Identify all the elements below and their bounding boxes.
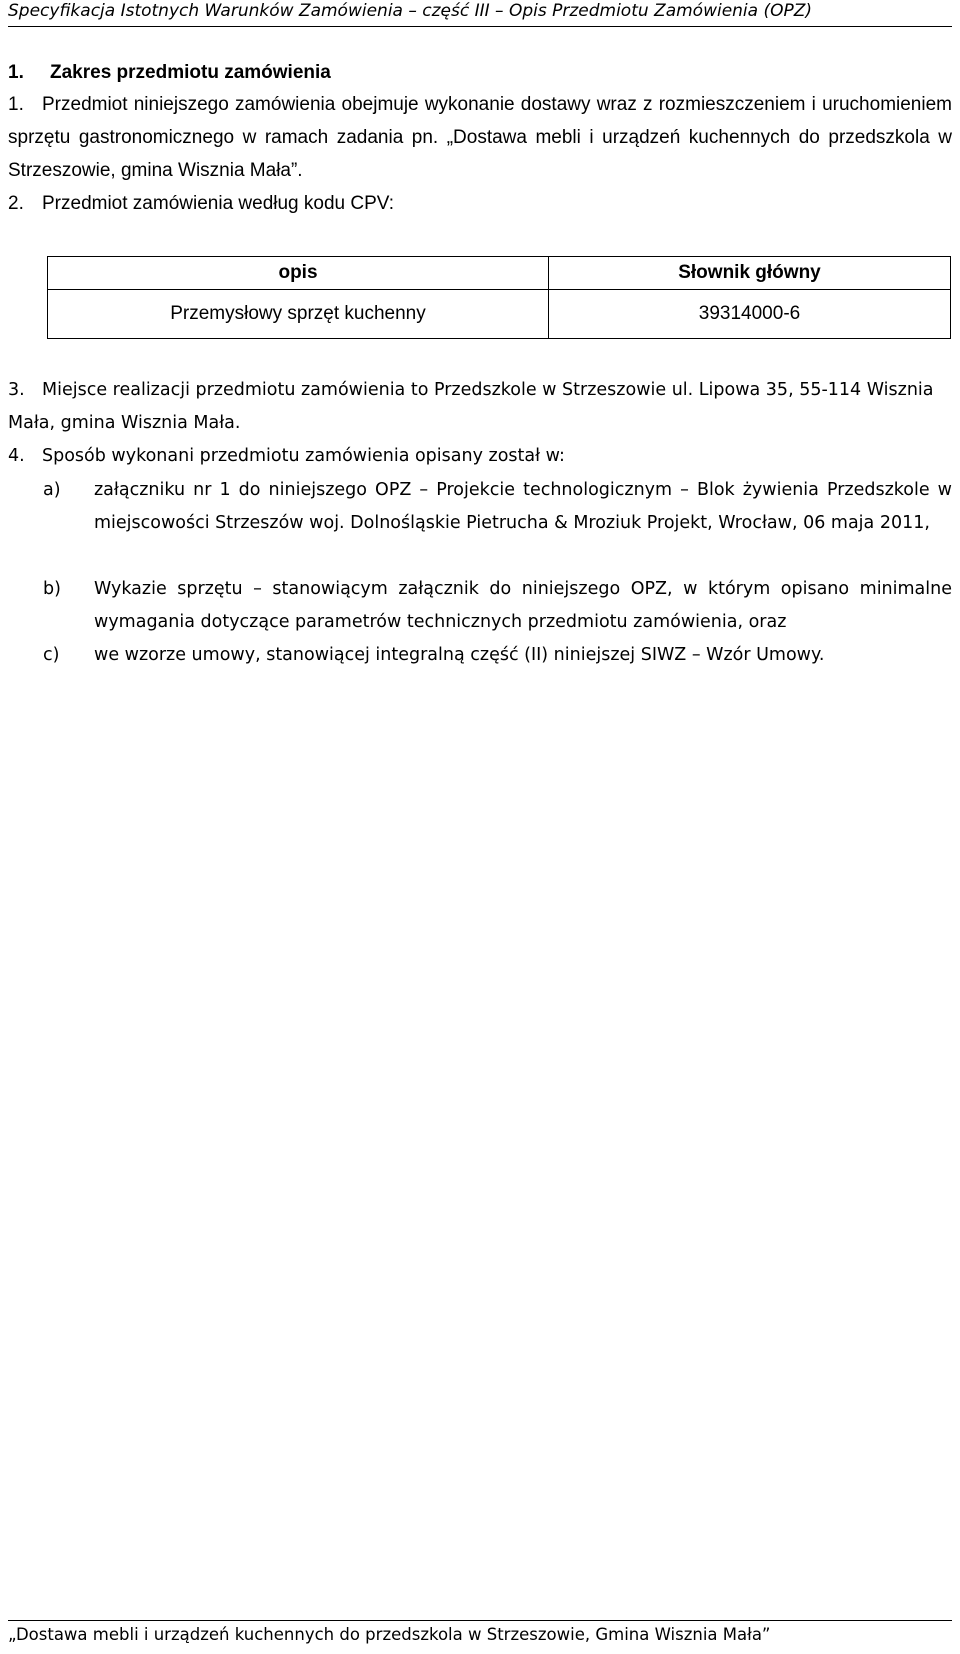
footer-text: „Dostawa mebli i urządzeń kuchennych do przedszkola w Strzeszowie, Gmina Wisznia Mała”	[8, 1625, 771, 1644]
section-number: 1.	[8, 62, 24, 83]
subitem-letter: a)	[43, 480, 61, 500]
subitem-text: załączniku nr 1 do niniejszego OPZ – Projekcie technologicznym – Blok żywienia Przedszkole w miejscowości Strzeszów woj. Dolnośląskie Pietrucha & Mroziuk Projekt, Wrocław, 06 maja 2011,	[94, 480, 952, 533]
item-4	[8, 440, 952, 473]
column-header-slownik: Słownik główny	[549, 257, 951, 290]
table-cell-description: Przemysłowy sprzęt kuchenny	[48, 290, 549, 339]
item-text: Przedmiot niniejszego zamówienia obejmuje wykonanie dostawy wraz z rozmieszczeniem i uruchomieniem sprzętu gastronomicznego w ramach zadania pn. „Dostawa mebli i urządzeń kuchennych do przedszkola w Strzeszowie, gmina Wisznia Mała”.	[8, 94, 952, 181]
cpv-table	[47, 256, 951, 339]
item-number: 2.	[8, 193, 24, 214]
page-header	[8, 0, 952, 27]
item-number: 1.	[8, 94, 24, 115]
item-text: Sposób wykonani przedmiotu zamówienia opisany został w:	[42, 446, 565, 466]
subitem-text: we wzorze umowy, stanowiącej integralną część (II) niniejszej SIWZ – Wzór Umowy.	[94, 645, 825, 665]
subitem-text: Wykazie sprzętu – stanowiącym załącznik do niniejszego OPZ, w którym opisano minimalne wymagania dotyczące parametrów technicznych przedmiotu zamówienia, oraz	[94, 579, 952, 632]
item-text: Miejsce realizacji przedmiotu zamówienia to Przedszkole w Strzeszowie ul. Lipowa 35, 55-114 Wisznia Mała, gmina Wisznia Mała.	[8, 380, 934, 433]
subitem-letter: b)	[43, 579, 61, 599]
column-header-opis: opis	[48, 257, 549, 290]
section-heading	[8, 58, 331, 88]
section-title: Zakres przedmiotu zamówienia	[50, 62, 331, 83]
page-footer	[8, 1620, 952, 1646]
item-2	[8, 187, 952, 220]
table-header-row	[48, 257, 951, 290]
subitem-c	[8, 639, 952, 672]
item-number: 3.	[8, 380, 25, 400]
item-3	[8, 374, 952, 440]
item-number: 4.	[8, 446, 25, 466]
subitem-letter: c)	[43, 645, 60, 665]
table-cell-cpv-code: 39314000-6	[549, 290, 951, 339]
subitem-b	[8, 573, 952, 639]
item-1	[8, 88, 952, 187]
header-title: Specyfikacja Istotnych Warunków Zamówienia – część III – Opis Przedmiotu Zamówienia (OPZ)	[8, 1, 813, 21]
subitem-a	[8, 474, 952, 540]
item-text: Przedmiot zamówienia według kodu CPV:	[42, 193, 395, 214]
table-row	[48, 290, 951, 339]
